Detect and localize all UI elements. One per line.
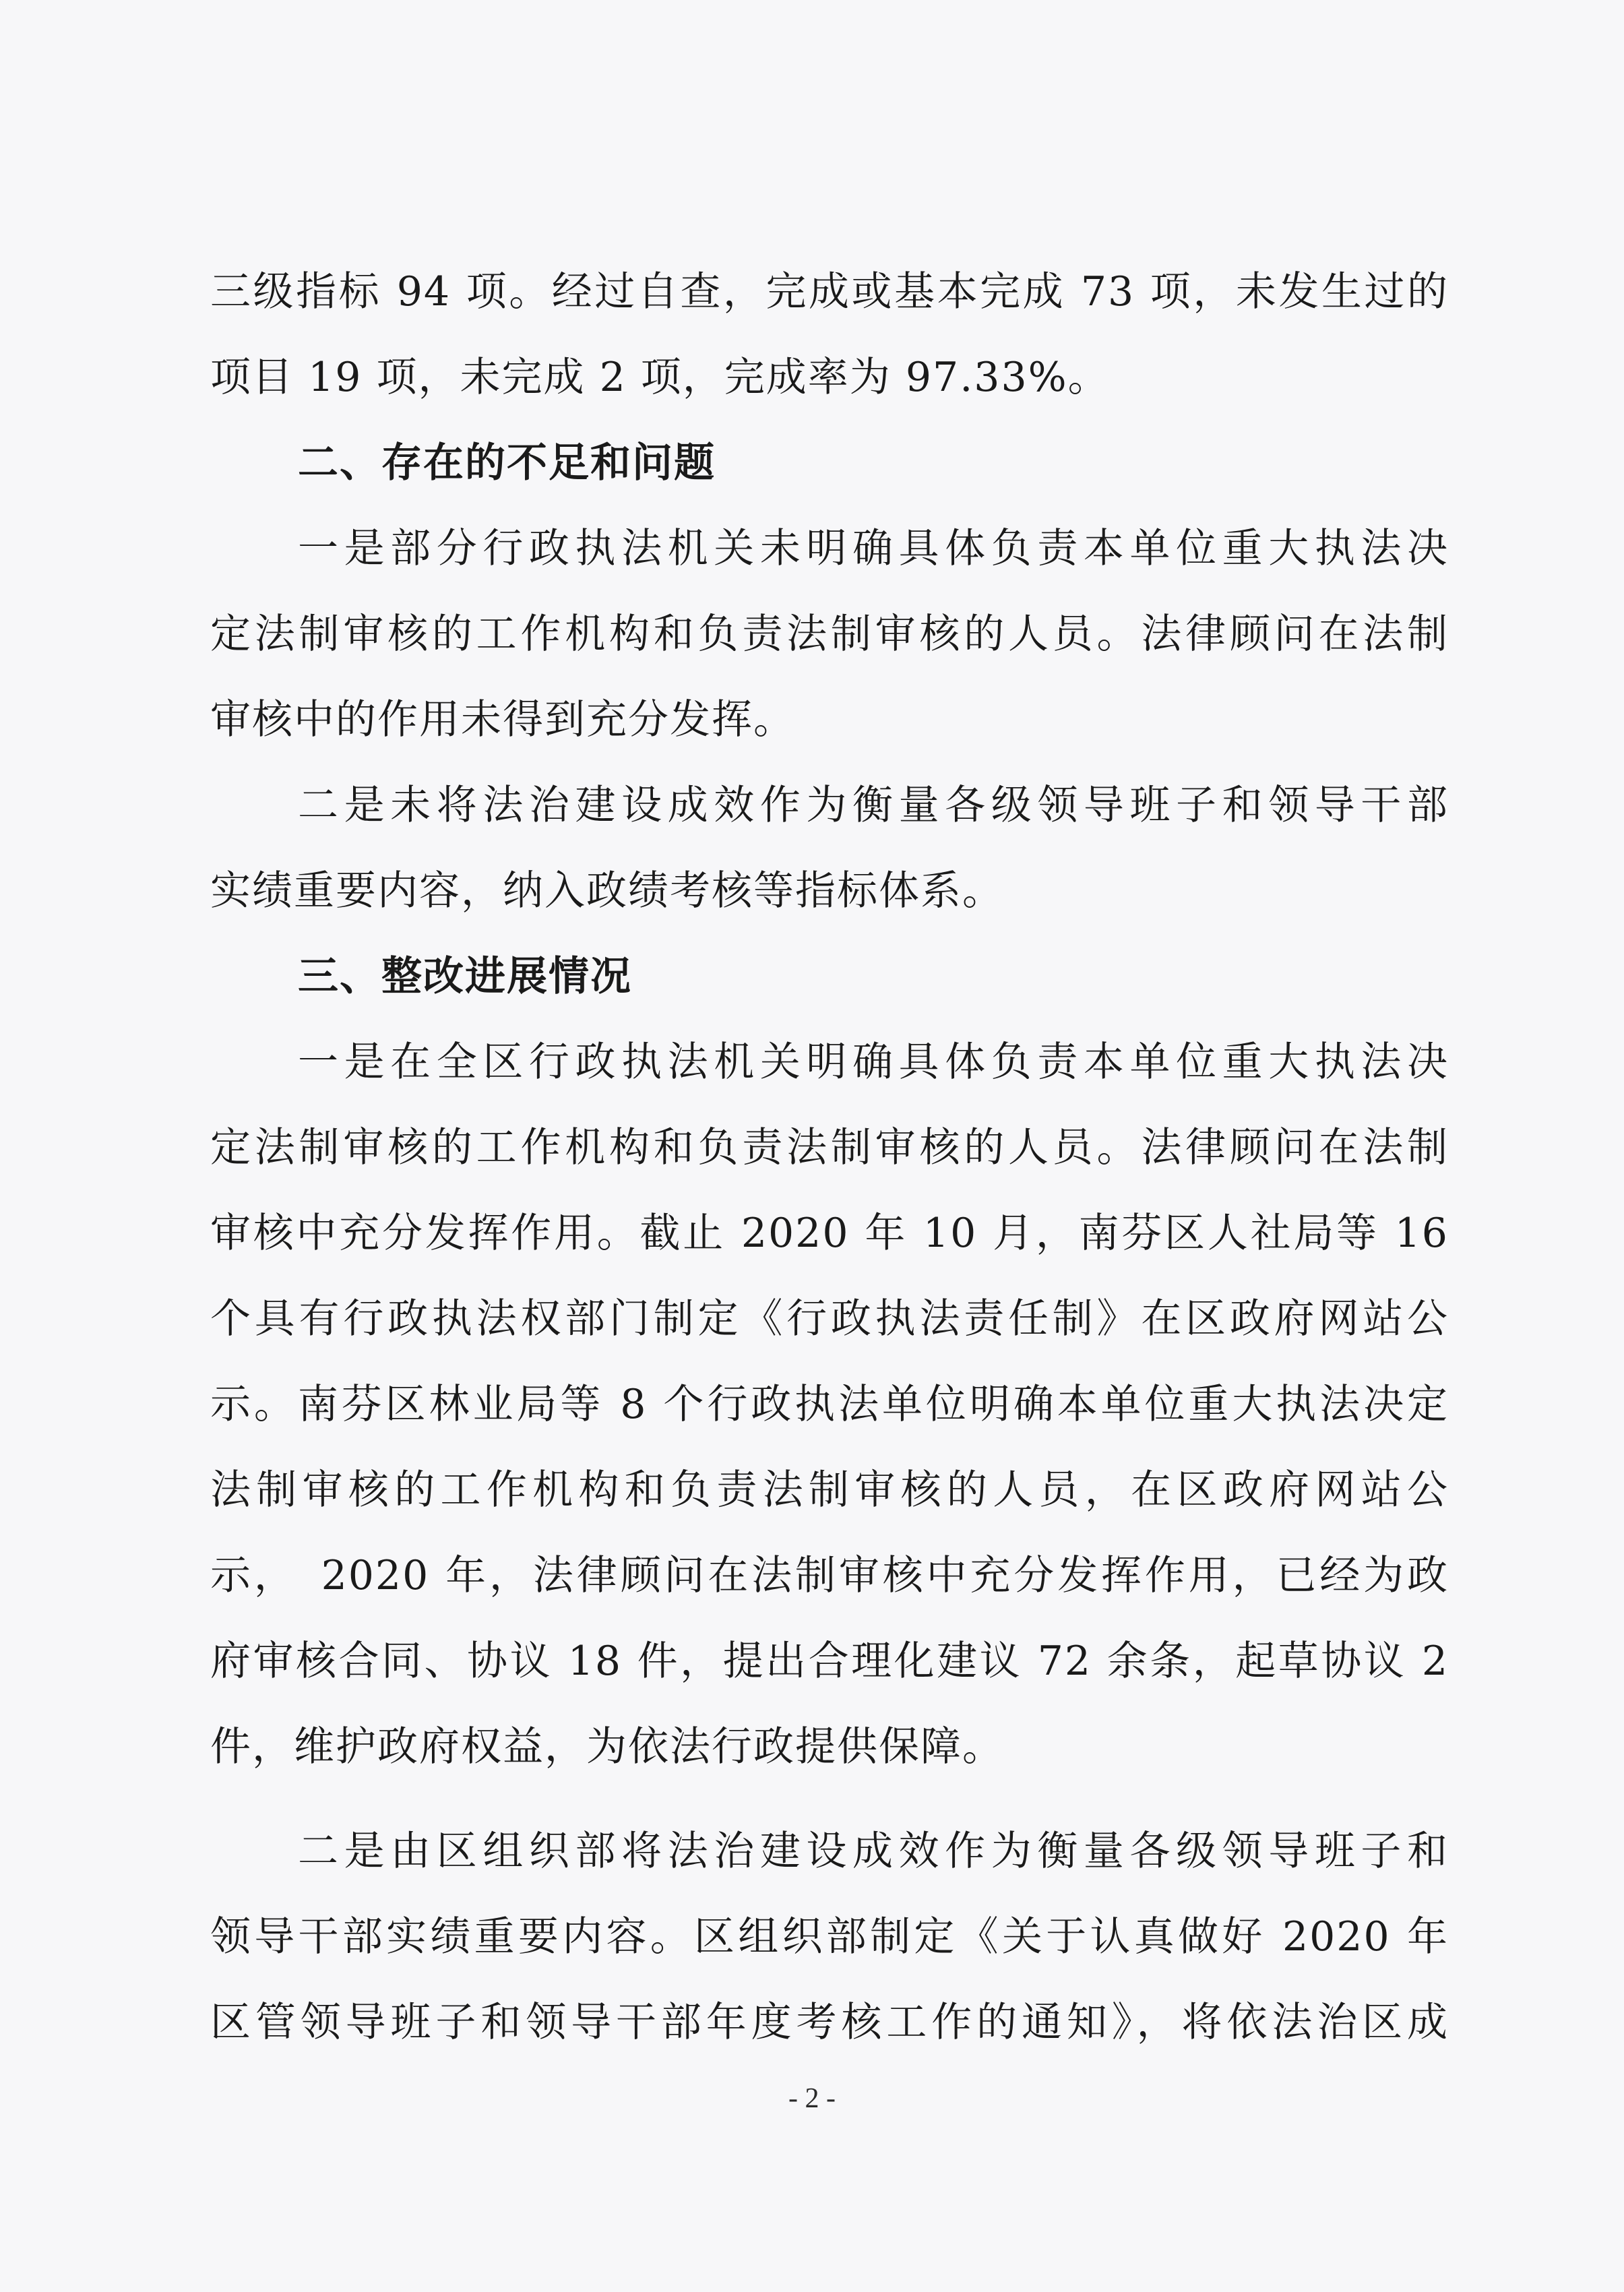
section-heading: 二、存在的不足和问题 (298, 439, 716, 487)
body-line: 实绩重要内容，纳入政绩考核等指标体系。 (210, 867, 1004, 915)
body-line: 定法制审核的工作机构和负责法制审核的人员。法律顾问在法制 (210, 611, 1449, 658)
document-body (210, 249, 1449, 2066)
body-line: 示。南芬区林业局等 8 个行政执法单位明确本单位重大执法决定 (210, 1381, 1449, 1428)
body-line: 定法制审核的工作机构和负责法制审核的人员。法律顾问在法制 (210, 1124, 1449, 1171)
paragraph-gap (210, 1790, 1449, 1809)
body-line: 三级指标 94 项。经过自查，完成或基本完成 73 项，未发生过的 (210, 268, 1449, 315)
body-line: 二是由区组织部将法治建设成效作为衡量各级领导班子和 (298, 1828, 1449, 1875)
body-line: 审核中的作用未得到充分发挥。 (210, 696, 795, 743)
body-line: 件，维护政府权益，为依法行政提供保障。 (210, 1723, 1004, 1770)
page-number: - 2 - (788, 2083, 836, 2114)
body-line: 个具有行政执法权部门制定《行政执法责任制》在区政府网站公 (210, 1295, 1449, 1342)
body-line: 区管领导班子和领导干部年度考核工作的通知》，将依法治区成 (210, 1999, 1449, 2046)
body-line: 项目 19 项，未完成 2 项，完成率为 97.33%。 (210, 354, 1110, 401)
body-line: 府审核合同、协议 18 件，提出合理化建议 72 余条，起草协议 2 (210, 1638, 1449, 1685)
body-line: 二是未将法治建设成效作为衡量各级领导班子和领导干部 (298, 782, 1449, 829)
section-heading: 三、整改进展情况 (298, 953, 632, 1000)
body-line: 领导干部实绩重要内容。区组织部制定《关于认真做好 2020 年 (210, 1913, 1449, 1960)
body-line: 示， 2020 年，法律顾问在法制审核中充分发挥作用，已经为政 (210, 1552, 1449, 1599)
body-line: 审核中充分发挥作用。截止 2020 年 10 月，南芬区人社局等 16 (210, 1210, 1449, 1257)
body-line: 一是在全区行政执法机关明确具体负责本单位重大执法决 (298, 1039, 1449, 1086)
body-line: 法制审核的工作机构和负责法制审核的人员，在区政府网站公 (210, 1466, 1449, 1514)
body-line: 一是部分行政执法机关未明确具体负责本单位重大执法决 (298, 525, 1449, 572)
